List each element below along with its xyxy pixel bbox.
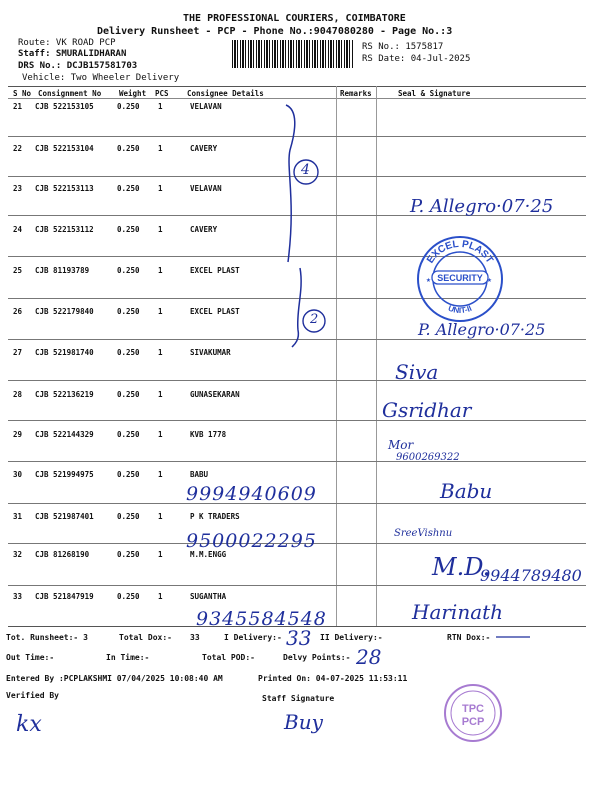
cell-weight: 0.250 <box>117 266 140 275</box>
cell-pcs: 1 <box>158 348 163 357</box>
cell-weight: 0.250 <box>117 144 140 153</box>
seal-middle-text: SECURITY <box>437 273 483 283</box>
cell-consignment: CJB 522144329 <box>35 430 94 439</box>
col-pcs: PCS <box>155 89 169 98</box>
signature-excel: P. Allegro·07·25 <box>418 320 546 339</box>
cell-consignee: EXCEL PLAST <box>190 266 240 275</box>
cell-sno: 32 <box>13 550 23 559</box>
cell-sno: 33 <box>13 592 23 601</box>
cell-consignment: CJB 522153112 <box>35 225 94 234</box>
cell-consignee: BABU <box>190 470 209 479</box>
cell-consignment: CJB 522153113 <box>35 184 94 193</box>
cell-pcs: 1 <box>158 592 163 601</box>
cell-pcs: 1 <box>158 144 163 153</box>
printed-on: Printed On: 04-07-2025 11:53:11 <box>258 674 408 683</box>
verified-by-signature: kx <box>16 712 42 737</box>
pk-traders-phone: 9500022295 <box>186 530 317 552</box>
cell-consignee: SUGANTHA <box>190 592 227 601</box>
cell-consignment: CJB 521994975 <box>35 470 94 479</box>
rs-number: RS No.: 1575817 <box>362 42 444 52</box>
cell-consignee: GUNASEKARAN <box>190 390 240 399</box>
seal-bottom-text: UNIT-II <box>446 303 474 316</box>
company-name: THE PROFESSIONAL COURIERS, COIMBATORE <box>183 13 406 24</box>
excel-plast-seal-icon <box>416 235 504 323</box>
total-dox-label: Total Dox:- <box>119 633 172 642</box>
col-consignment: Consignment No <box>38 89 102 98</box>
signature-velavan: P. Allegro·07·25 <box>410 196 554 217</box>
cell-pcs: 1 <box>158 266 163 275</box>
in-time-label: In Time:- <box>106 653 150 662</box>
cell-sno: 25 <box>13 266 23 275</box>
route-label: Route: VK ROAD PCP <box>18 38 116 48</box>
cell-pcs: 1 <box>158 470 163 479</box>
cell-consignment: CJB 522153104 <box>35 144 94 153</box>
col-sno: S No <box>13 89 32 98</box>
cell-sno: 23 <box>13 184 23 193</box>
count-2-note: 2 <box>310 312 319 327</box>
cell-consignee: P K TRADERS <box>190 512 240 521</box>
cell-weight: 0.250 <box>117 225 140 234</box>
signature-sugantha: Harinath <box>412 600 504 624</box>
cell-consignment: CJB 521981740 <box>35 348 94 357</box>
signature-gunasekaran: Gsridhar <box>382 398 472 422</box>
babu-phone: 9994940609 <box>186 483 317 505</box>
cell-weight: 0.250 <box>117 512 140 521</box>
cell-weight: 0.250 <box>117 307 140 316</box>
delvy-points-value: 28 <box>356 645 382 669</box>
cell-pcs: 1 <box>158 102 163 111</box>
cell-consignment: CJB 521987401 <box>35 512 94 521</box>
cell-sno: 26 <box>13 307 23 316</box>
cell-consignment: CJB 522153105 <box>35 102 94 111</box>
cell-sno: 31 <box>13 512 23 521</box>
cell-weight: 0.250 <box>117 184 140 193</box>
cell-consignee: CAVERY <box>190 225 218 234</box>
cell-weight: 0.250 <box>117 550 140 559</box>
ii-delivery-label: II Delivery:- <box>320 633 383 642</box>
col-remarks: Remarks <box>340 89 372 98</box>
cell-pcs: 1 <box>158 390 163 399</box>
rtn-dox-label: RTN Dox:- <box>447 633 491 642</box>
tpc-pcp-stamp-icon <box>443 683 503 743</box>
runsheet-title: Delivery Runsheet - PCP - Phone No.:9047080280 - Page No.:3 <box>97 26 453 37</box>
cell-pcs: 1 <box>158 225 163 234</box>
staff-label: Staff: SMURALIDHARAN <box>18 49 127 59</box>
cell-consignment: CJB 522136219 <box>35 390 94 399</box>
signature-pk-traders: SreeVishnu <box>394 528 453 539</box>
kvb-note-phone: 9600269322 <box>396 452 460 463</box>
seal-top-text: EXCEL PLAST <box>425 238 495 266</box>
i-delivery-label: I Delivery:- <box>224 633 282 642</box>
cell-consignee: VELAVAN <box>190 184 222 193</box>
cell-sno: 27 <box>13 348 23 357</box>
delvy-points-label: Delvy Points:- <box>283 653 351 662</box>
stamp-line1: TPC <box>462 703 484 715</box>
staff-signature-label: Staff Signature <box>262 694 335 703</box>
cell-weight: 0.250 <box>117 592 140 601</box>
staff-signature: Buy <box>284 710 323 734</box>
col-seal-signature: Seal & Signature <box>398 89 471 98</box>
cell-consignee: SIVAKUMAR <box>190 348 231 357</box>
out-time-label: Out Time:- <box>6 653 55 662</box>
cell-consignee: M.M.ENGG <box>190 550 227 559</box>
cell-weight: 0.250 <box>117 102 140 111</box>
verified-by-label: Verified By <box>6 691 59 700</box>
cell-sno: 24 <box>13 225 23 234</box>
i-delivery-value: 33 <box>286 626 312 650</box>
kvb-note-name: Mor <box>388 438 414 452</box>
cell-sno: 21 <box>13 102 23 111</box>
cell-consignment: CJB 521847919 <box>35 592 94 601</box>
col-weight: Weight <box>119 89 147 98</box>
cell-consignee: KVB 1778 <box>190 430 227 439</box>
count-4-note: 4 <box>301 162 310 178</box>
svg-text:★: ★ <box>487 275 492 284</box>
signature-sivakumar: Siva <box>395 360 439 384</box>
cell-consignment: CJB 81268190 <box>35 550 90 559</box>
cell-weight: 0.250 <box>117 470 140 479</box>
total-dox-value: 33 <box>190 633 200 642</box>
svg-text:★: ★ <box>426 275 431 284</box>
cell-weight: 0.250 <box>117 430 140 439</box>
cell-consignee: CAVERY <box>190 144 218 153</box>
cell-weight: 0.250 <box>117 348 140 357</box>
cell-consignee: EXCEL PLAST <box>190 307 240 316</box>
cell-consignee: VELAVAN <box>190 102 222 111</box>
cell-sno: 28 <box>13 390 23 399</box>
mm-engg-phone: 9944789480 <box>480 566 582 585</box>
cell-pcs: 1 <box>158 184 163 193</box>
entered-by: Entered By :PCPLAKSHMI 07/04/2025 10:08:40 AM <box>6 674 223 683</box>
cell-weight: 0.250 <box>117 390 140 399</box>
cell-pcs: 1 <box>158 550 163 559</box>
sugantha-phone: 9345584548 <box>196 608 327 630</box>
cell-pcs: 1 <box>158 512 163 521</box>
signature-mm-engg: M.D. <box>432 553 491 581</box>
cell-sno: 30 <box>13 470 23 479</box>
cell-consignment: CJB 522179840 <box>35 307 94 316</box>
cell-sno: 22 <box>13 144 23 153</box>
cell-sno: 29 <box>13 430 23 439</box>
vehicle-label: Vehicle: Two Wheeler Delivery <box>22 73 180 83</box>
tot-runsheet: Tot. Runsheet:- 3 <box>6 633 88 642</box>
drs-label: DRS No.: DCJB157581703 <box>18 61 138 71</box>
stamp-line2: PCP <box>461 716 485 728</box>
cell-pcs: 1 <box>158 307 163 316</box>
rs-date: RS Date: 04-Jul-2025 <box>362 54 471 64</box>
col-consignee: Consignee Details <box>187 89 264 98</box>
cell-pcs: 1 <box>158 430 163 439</box>
total-pod-label: Total POD:- <box>202 653 255 662</box>
signature-babu: Babu <box>440 479 493 503</box>
cell-consignment: CJB 81193789 <box>35 266 90 275</box>
